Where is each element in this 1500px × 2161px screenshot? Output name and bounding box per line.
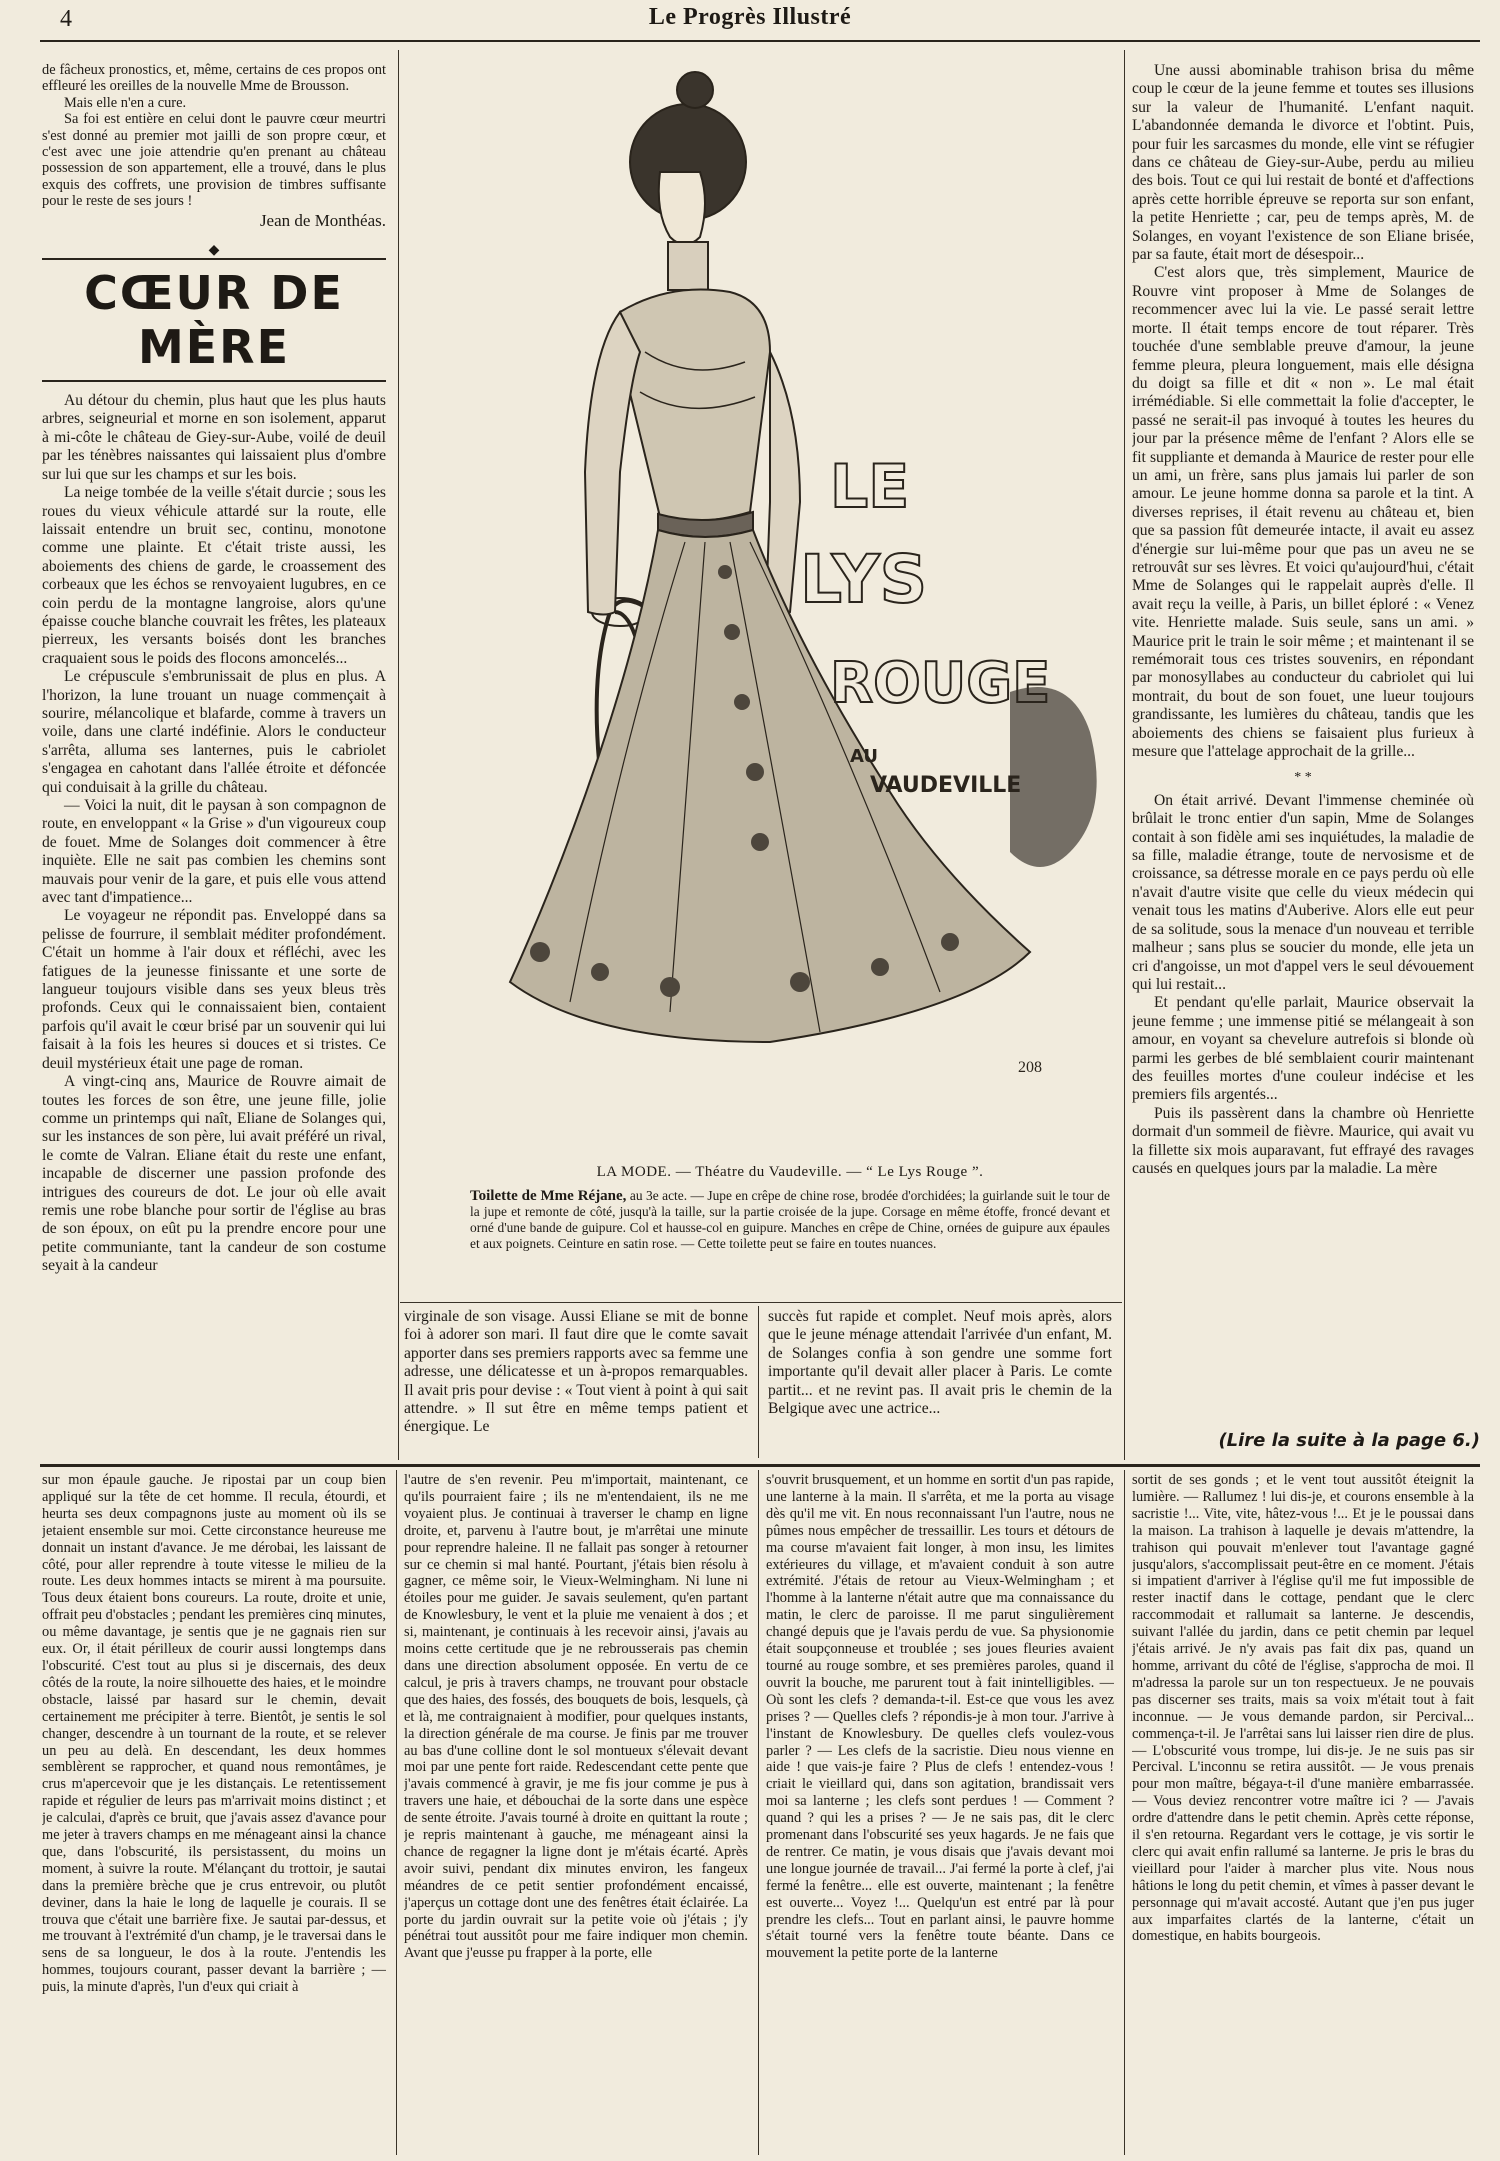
illustration-description	[470, 1188, 1110, 1252]
column-2-lower: virginale de son visage. Aussi Eliane se mit de bonne foi à adorer son mari. Il faut dire que le comte savait apporter dans ses premiers rapports avec sa femme une adresse, une délicatesse et un à-propos remarquables. Il avait pris pour devise : « Tout vient à point à qui sait attendre. » Il sut être en même temps patient et énergique. Le	[404, 1308, 748, 1436]
title-rule	[42, 380, 386, 382]
story-paragraph: Et pendant qu'elle parlait, Maurice observait la jeune femme ; une immense pitié se mélangeait à son amour, en voyant sa chevelure autrefois si blonde où parmi les gerbes de blé semblaient courir maintenant des feuilles mortes d'une couleur indécise et les premiers fils argentés...	[1132, 994, 1474, 1104]
column-1	[42, 62, 386, 1452]
caption-act: au 3e acte.	[629, 1188, 688, 1203]
lettering-rouge: ROUGE	[830, 651, 1051, 716]
story-paragraph: Le crépuscule s'embrunissait de plus en plus. A l'horizon, la lune trouant un nuage commençait à sourire, mélancolique et blafarde, comme à travers un voile, dans une clarté indéfinie. Alors le conducteur s'arrêta, alluma ses lanternes, puis le cabriolet s'engagea en cahotant dans l'allée étroite et défoncée qui conduisait à la grille du château.	[42, 668, 386, 796]
plate-number: 208	[1018, 1059, 1042, 1076]
caption-separator	[400, 1302, 1122, 1303]
caption-lead: Toilette de Mme Réjane,	[470, 1188, 627, 1204]
story-paragraph: On était arrivé. Devant l'immense cheminée où brûlait le tronc entier d'un sapin, Mme de Solanges contait à son fidèle ami ses inquiétudes, la maladie de sa fille, maladie étrange, toute de nervosisme et de croissance, sa détresse morale en ce pays perdu où elle n'avait d'autre visite que celle du vieux médecin qui venait tous les matins d'Auberive. Alors elle eut peur de sa solitude, sous la menace d'un nouveau et terrible malheur ; sans plus se soucier du monde, elle jeta un cri d'angoisse, un mot d'appel vers le seul dévouement qui lui restait...	[1132, 791, 1474, 993]
story-paragraph: A vingt-cinq ans, Maurice de Rouvre aimait de toutes les forces de son être, une jeune fille, jolie comme un printemps qui naît, Eliane de Solanges qui, sur les instances de son père, lui avait préféré un rival, le comte de Valran. Eliane était du reste une enfant, incapable de discerner une passion profonde des intrigues des coureurs de dot. Le jour où elle avait remis une robe blanche pour sortir de l'église au bras de son époux, on eût pu la prendre encore pour une petite communiante, tant la candeur de son costume seyait à la candeur	[42, 1073, 386, 1275]
feuilleton-separator	[40, 1464, 1480, 1467]
column-rule	[398, 50, 399, 1460]
story-title: CŒUR DE MÈRE	[84, 266, 344, 375]
intro-paragraph: de fâcheux pronostics, et, même, certains de ces propos ont effleuré les oreilles de la nouvelle Mme de Brousson.	[42, 62, 386, 95]
feuilleton-column-4: sortit de ses gonds ; et le vent tout aussitôt éteignit la lumière. — Rallumez ! lui dis-je, et courons ensemble à la sacristie !... Vite, vite, hâtez-vous !... Et je le poussai dans la maison. La trahison à laquelle je devais m'attendre, la trahison qui pouvait m'enlever tout l'avantage gagné jusqu'alors, s'accomplissait peut-être en ce moment. J'étais si impatient d'arriver à l'église qu'il me fut impossible de rester inactif dans le cottage, pendant que le clerc raccommodait et rallumait sa lanterne. Je descendis, suivant l'allée du jardin, dans ce petit chemin par lequel j'étais arrivé. Je n'y avais pas fait dix pas, quand un homme, arrivant du côté de l'église, s'approcha de moi. Il m'adressa la parole sur un ton respectueux. Je ne pouvais pas discerner ses traits, mais sa voix m'était tout à fait inconnue. — Je vous demande pardon, sir Percival... commença-t-il. Je l'arrêtai sans lui laisser rien dire de plus. — L'obscurité vous trompe, lui dis-je. Je ne suis pas sir Percival. L'inconnu se retira aussitôt. — Je vous prenais pour mon maître, bégaya-t-il d'une manière embarrassée. — Vous deviez rencontrer votre maître ici ? — J'avais ordre d'attendre dans le petit chemin. Après cette réponse, il s'en retourna. Regardant vers le cottage, je vis sortir le clerc qui avait enfin rallumé sa lanterne. Je pris le bras du vieillard pour l'aider à marcher plus vite. Nous nous hâtions le long du petit chemin, et vîmes à passer devant le personnage qui m'avait accosté. Autant que j'en pus juger aux imparfaites clartés de la lanterne, c'était un domestique, en habits bourgeois.	[1132, 1472, 1474, 1945]
story-paragraph: La neige tombée de la veille s'était durcie ; sous les roues du vieux véhicule attardé sur la route, elle laissait entendre un bruit sec, continu, monotone comme une plainte. Et c'était triste aussi, les aboiements des chiens de garde, le croassement des corbeaux que les échos se renvoyaient lugubres, en ce coin perdu de la montagne langroise, alors qu'une épaisse couche blanche couvrait les frêtes, les plateaux pierreux, les versants boisés dont les branches craquaient sous le poids des flocons amoncelés...	[42, 484, 386, 667]
continued-notice: (Lire la suite à la page 6.)	[1218, 1430, 1480, 1451]
masthead: Le Progrès Illustré	[648, 4, 852, 30]
caption-body: — Jupe en crêpe de chine rose, brodée d'orchidées; la guirlande suit le tour de la jupe et remonte de côté, jusqu'à la taille, sur la partie croisée de la jupe. Corsage en même étoffe, froncé devant et orné d'une bande de guipure. Col et hausse-col en guipure. Manches en crêpe de Chine, ornées de guipure aux épaules et aux poignets. Ceinture en satin rose. — Cette toilette peut se faire en toutes nuances.	[470, 1188, 1110, 1251]
story-paragraph: Le voyageur ne répondit pas. Enveloppé dans sa pelisse de fourrure, il semblait méditer profondément. C'était un homme à l'air doux et réfléchi, avec les fatigues de la jeunesse finissante et une sorte de langueur toujours visible dans ses yeux bleus très profonds. Ceux qui le connaissaient bien, contaient parfois qu'il avait le cœur brisé par un souvenir qui lui faisait à la fois les heures si douces et si tristes. Ce deuil mystérieux était une page de roman.	[42, 907, 386, 1072]
page-number: 4	[60, 6, 72, 32]
author-signature: Jean de Monthéas.	[259, 210, 386, 230]
story-paragraph: C'est alors que, très simplement, Maurice de Rouvre vint proposer à Mme de Solanges de recommencer avec lui la vie. Le passé serait lettre morte. Il était temps encore de tout réparer. Très touchée d'une semblable preuve d'amour, la jeune femme pleura, pleura longuement, mais elle désigna du doigt sa fille et dit « non ». Le mal était irrémédiable. Si elle commettait la folie d'accepter, le passé ne serait-il pas invoqué à toutes les heures du jour par la présence même de l'enfant ? Alors elle se fit suppliante et demanda à Maurice de rester pour elle un ami, un frère, sans plus jamais lui parler de son amour. Le jeune homme donna sa parole et la tint. A diverses reprises, il était revenu au château et, bien que sa passion fût demeurée intacte, il avait eu assez d'énergie sur lui-même pour que pas un aveu ne se retrouvât sur ses lèvres. Et voici qu'aujourd'hui, c'était Mme de Solanges qui le rappelait auprès d'elle. Il avait reçu la veille, à Paris, un billet éploré : « Venez vite. Henriette malade. Suis seule, sans un ami. » Maurice prit le train le soir même ; et maintenant il se remémorait tous ces tristes souvenirs, en répondant par monosyllabes au conducteur du cabriolet qui lui montrait, du bout de son fouet, une lueur toujours grandissante, les lumières du château, tandis que les aboiements des chiens se faisaient plus furieux à mesure que l'attelage approchait de la grille...	[1132, 264, 1474, 761]
column-rule	[758, 1470, 759, 2155]
story-paragraph: Au détour du chemin, plus haut que les plus hauts arbres, seigneurial et morne en son isolement, apparut à mi-côte le château de Giey-sur-Aube, voilé de deuil par les ténèbres naissantes qui laissaient plus d'ombre sur lui que sur les champs et sur les bois.	[42, 392, 386, 483]
intro-paragraph: Mais elle n'en a cure.	[64, 94, 187, 111]
column-3-lower: succès fut rapide et complet. Neuf mois après, alors que le jeune ménage attendait l'arrivée d'un enfant, M. de Solanges confia à son gendre une somme fort importante qu'il devait aller placer à Paris. Le comte partit... et ne revint pas. Il avait pris le chemin de la Belgique avec une actrice...	[768, 1308, 1112, 1418]
column-rule	[1124, 50, 1125, 1460]
feuilleton-column-2: l'autre de s'en revenir. Peu m'importait, maintenant, ce qu'ils pourraient faire ; ils ne m'entendaient, ils ne me voyaient plus. Je continuai à traverser le champ en ligne droite, et, parvenu à l'autre bout, je m'arrêtai une minute pour reprendre haleine. Il ne fallait pas songer à retourner sur ce chemin si mal hanté. Pourtant, j'étais bien résolu à gagner, ce même soir, le Vieux-Welmingham. Ni lune ni étoiles pour me guider. Je savais seulement, qu'en partant de Knowlesbury, le vent et la pluie me venaient à dos ; et si, maintenant, je continuais à les recevoir ainsi, j'avais au moins cette certitude que je ne rebrousserais pas chemin dans une direction absolument opposée. En vertu de ce calcul, je pris à travers champs, ne trouvant pour obstacle que des haies, des fossés, des bouquets de bois, lesquels, çà et là, me contraignaient à modifier, pour quelques instants, la direction générale de ma course. Je finis par me trouver au bas d'une colline dont le sol montueux s'élevait devant moi par une pente fort raide. Redescendant cette pente que j'avais commencé à gravir, je me fis jour comme je pus à travers une haie, et débouchai de la sorte dans une espèce de sente étroite. J'avais tourné à droite en quittant la route ; je repris maintenant à gauche, me ménageant ainsi la chance de regagner la ligne dont je m'étais écarté. Après avoir suivi, pendant dix minutes environ, les fangeux méandres de ce petit sentier profondément encaissé, j'aperçus un cottage dont une des fenêtres était éclairée. La porte du jardin ouvrait sur la petite voie où j'étais ; j'y pénétrai tout aussitôt pour me faire indiquer mon chemin. Avant que j'eusse pu frapper à la porte, elle	[404, 1472, 748, 1962]
title-ornament: ◆	[208, 243, 220, 259]
lettering-le: LE	[830, 452, 910, 522]
lettering-au: AU	[850, 746, 878, 767]
lettering-lys: LYS	[800, 541, 928, 618]
section-stars: * *	[1294, 770, 1312, 786]
feuilleton-column-3: s'ouvrit brusquement, et un homme en sortit d'un pas rapide, une lanterne à la main. Il s'arrêta, et me la porta au visage dès qu'il me vit. En nous reconnaissant l'un l'autre, nous ne pûmes nous empêcher de tressaillir. Les tours et détours de ma course m'avaient fait longer, à mon insu, les limites extérieures du village, et m'avaient conduit à son autre extrémité. J'étais de retour au Vieux-Welmingham ; et l'homme à la lanterne n'était autre que ma connaissance du matin, le clerc de paroisse. Il me parut singulièrement changé depuis que je l'avais perdu de vue. Sa physionomie était soupçonneuse et troublée ; ses joues fleuries avaient tourné au rouge sombre, et ses premières paroles, quand il ouvrit la bouche, me parurent tout à fait inintelligibles. — Où sont les clefs ? demanda-t-il. Est-ce que vous les avez prises ? — Quelles clefs ? répondis-je à mon tour. J'arrive à l'instant de Knowlesbury. De quelles clefs voulez-vous parler ? — Les clefs de la sacristie. Dieu nous vienne en aide ! que vais-je faire ? Plus de clefs ! entendez-vous ! criait le vieillard qui, dans son agitation, brandissait vers moi sa lanterne ; les clefs sont perdues ! — Comment ? quand ? qui les a prises ? — Je ne sais pas, dit le clerc promenant dans l'obscurité ses yeux hagards. Je ne fais que de rentrer. Ce matin, je vous disais que j'avais devant moi une longue journée de travail... J'ai fermé la porte à clef, j'ai fermé la fenêtre... elle est ouverte, maintenant ; la fenêtre est ouverte... Voyez !... Quelqu'un est entré par là pour prendre les clefs... Tout en parlant ainsi, le pauvre homme s'était tourné vers la fenêtre toute béante. Dans ce mouvement la petite porte de la lanterne	[766, 1472, 1114, 1962]
illustration-caption: LA MODE. — Théatre du Vaudeville. — “ Le Lys Rouge ”.	[596, 1164, 984, 1180]
story-title-block	[42, 244, 386, 382]
header-rule	[40, 40, 1480, 42]
column-rule	[758, 1306, 759, 1458]
column-rule	[396, 1470, 397, 2155]
intro-paragraph: Sa foi est entière en celui dont le pauvre cœur meurtri s'est donné au premier mot jailli de son propre cœur, et c'est avec une joie attendrie qu'en prenant au château possession de son appartement, elle a trouvé, dans le plus exquis des coffrets, une provision de timbres suffisante pour le reste de ses jours !	[42, 111, 386, 210]
column-4	[1132, 62, 1474, 1428]
fashion-illustration	[470, 52, 1110, 1132]
story-paragraph: — Voici la nuit, dit le paysan à son compagnon de route, en enveloppant « la Grise » d'un vigoureux coup de fouet. Mme de Solanges doit commencer à être inquiète. Elle ne sait pas combien les chemins sont mauvais pour venir de la gare, et puis elle vous attend avec tant d'impatience...	[42, 797, 386, 907]
story-paragraph: Une aussi abominable trahison brisa du même coup le cœur de la jeune femme et toutes ses illusions sur la valeur de l'humanité. L'enfant naquit. L'abandonnée demanda le divorce et l'obtint. Puis, pour fuir les sarcasmes du monde, elle vint se réfugier dans ce château de Giey-sur-Aube, perdu au milieu des bois. Tout ce qui lui restait de bonté et d'affections après cette horrible épreuve se reporta sur son enfant, la petite Henriette ; car, peu de temps après, M. de Solanges, en voyant l'existence de son Eliane brisée, par sa faute, était mort de désespoir...	[1132, 62, 1474, 264]
story-paragraph: Puis ils passèrent dans la chambre où Henriette dormait d'un sommeil de fièvre. Maurice, qui avait vu la fillette six mois auparavant, fut effrayé des ravages causés en quelques jours par la maladie. La mère	[1132, 1104, 1474, 1177]
column-rule	[1124, 1470, 1125, 2155]
feuilleton-column-1: sur mon épaule gauche. Je ripostai par un coup bien appliqué sur la tête de cet homme. Il recula, étourdi, et heurta ses deux compagnons juste au moment où ils se jetaient ensemble sur moi. Cette circonstance heureuse me donnait un instant d'avance. Je me dérobai, les laissant de côté, pour aller reprendre à toute vitesse le milieu de la route. Les deux hommes intacts se mirent à ma poursuite. Tous deux étaient bons coureurs. La route, droite et unie, offrait peu d'obstacles ; pendant les premières cinq minutes, ou même davantage, je sentis que je ne gagnais rien sur eux. Or, il était périlleux de courir aussi longtemps dans l'obscurité. C'est tout au plus si je discernais, des deux côtés de la route, la noire silhouette des haies, et le moindre obstacle, laissé par hasard sur le chemin, devait certainement me précipiter à terre. Bientôt, je sentis le sol changer, descendre à un tournant de la route, et se relever un peu au delà. En descendant, les deux hommes semblèrent se rapprocher, et quand nous remontâmes, je crus m'apercevoir que je les distançais. Le retentissement rapide et régulier de leurs pas m'arrivait moins distinct ; et je calculai, d'après ce bruit, que j'avais assez d'avance pour me jeter à travers champs en me ménageant ainsi la chance que, dans l'obscurité, ils persistassent, du moins un moment, à suivre la route. M'élançant du trottoir, je sautai dans la première brèche que je crus entrevoir, ou plutôt deviner, dans la haie le long de laquelle je courais. Il se trouva que c'était une barrière fixe. Je sautai par-dessus, et me trouvant à l'extrémité d'un champ, je le traversai dans le sens de sa longueur, le dos à la route. J'entendis les hommes, toujours courant, passer devant la barrière ; — puis, la minute d'après, l'un d'eux qui criait à	[42, 1472, 386, 1996]
lettering-vaudeville: VAUDEVILLE	[870, 773, 1022, 798]
title-rule	[42, 258, 386, 260]
